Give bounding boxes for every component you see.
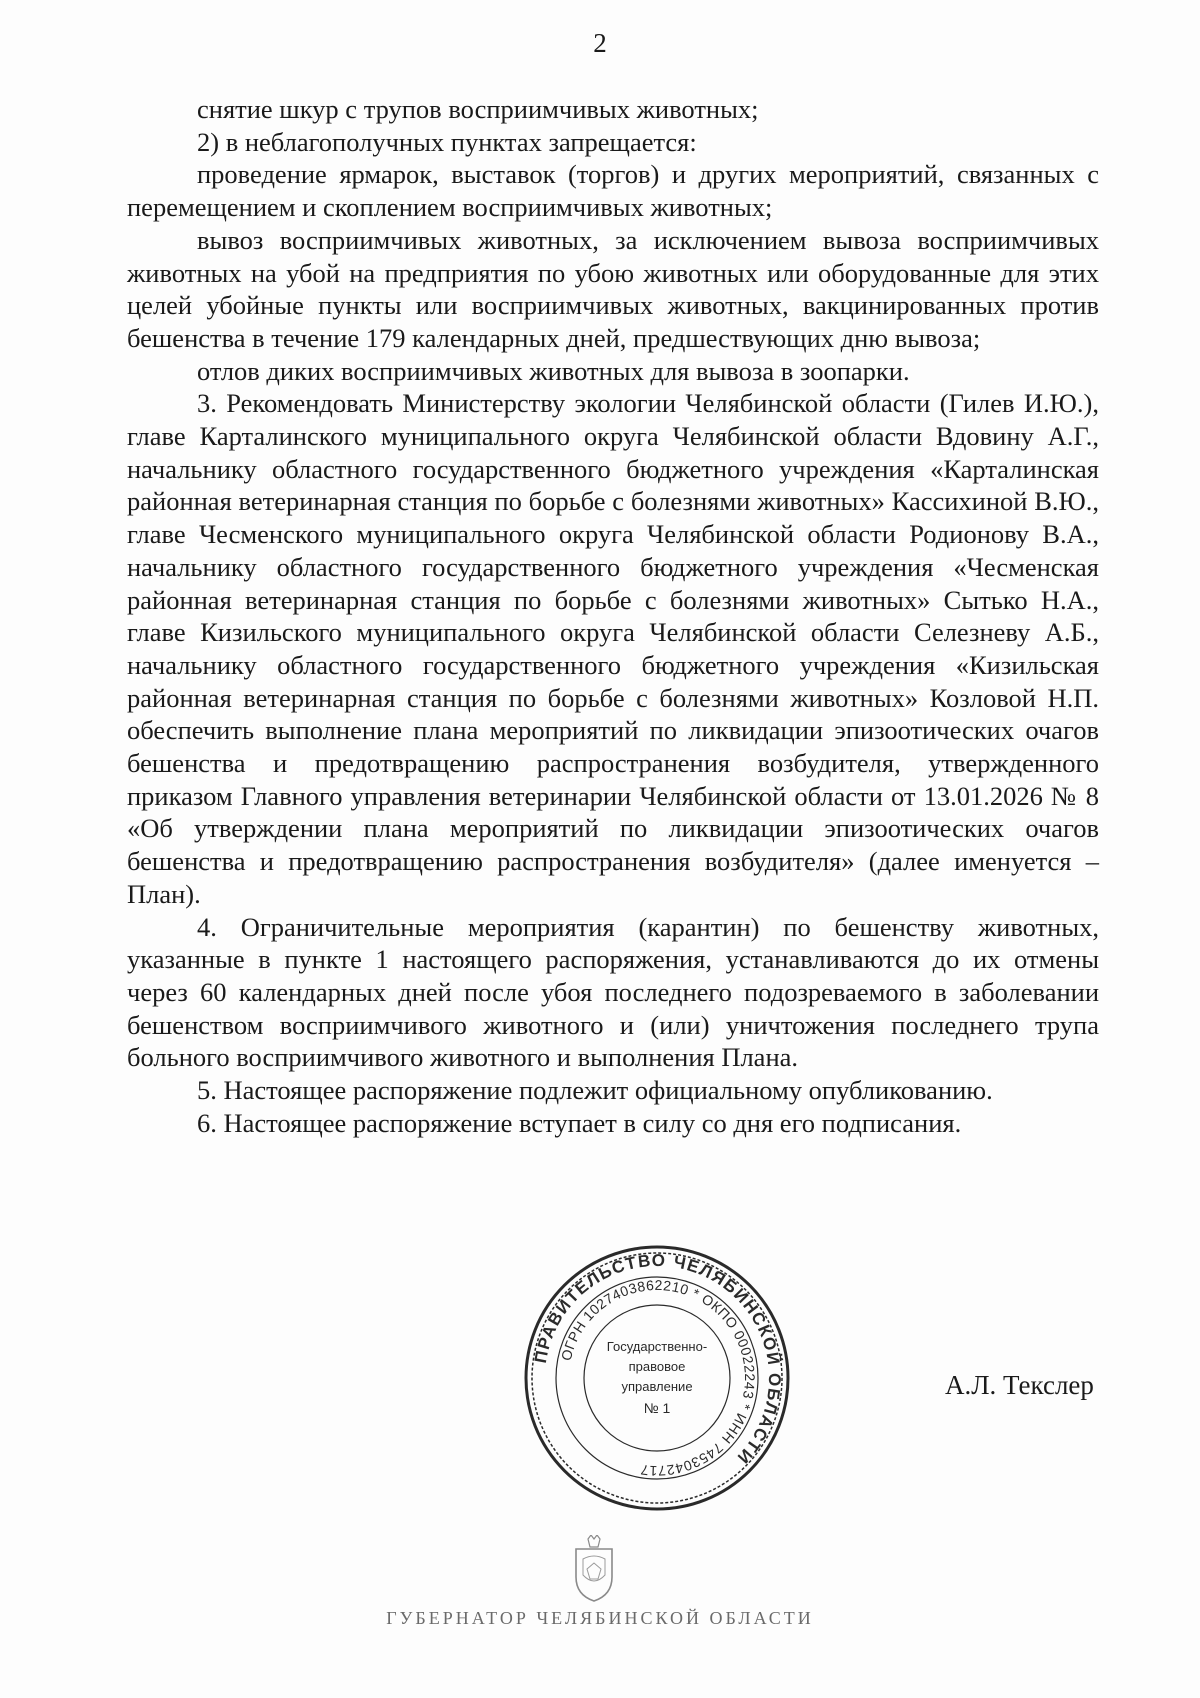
- signatory-name: А.Л. Текслер: [945, 1370, 1094, 1400]
- page-number: 2: [593, 28, 607, 58]
- paragraph-3: проведение ярмарок, выставок (торгов) и других мероприятий, связанных с перемещением и скоплением восприимчивых животных;: [127, 159, 1099, 223]
- seal-inner-ring: [584, 1305, 730, 1451]
- seal-middle-text: ОГРН 1027403862210 * ОКПО 00022243 * ИНН 7453042717: [557, 1276, 759, 1480]
- seal-inner-line-2: правовое: [628, 1359, 686, 1374]
- paragraph-8: 5. Настоящее распоряжение подлежит официальному опубликованию.: [197, 1075, 993, 1106]
- footer-title: ГУБЕРНАТОР ЧЕЛЯБИНСКОЙ ОБЛАСТИ: [386, 1608, 814, 1628]
- paragraph-1: снятие шкур с трупов восприимчивых животных;: [197, 94, 759, 124]
- paragraph-6: 3. Рекомендовать Министерству экологии Челябинской области (Гилев И.Ю.), главе Карталинского муниципального округа Челябинской области Вдовину А.Г., начальнику областного государственного бюджетного учреждения «Карталинская районная ветеринарная станция по борьбе с болезнями животных» Кассихиной В.Ю., главе Чесменского муниципального округа Челябинской области Родионову В.А., начальнику областного государственного бюджетного учреждения «Чесменская районная ветеринарная станция по борьбе с болезнями животных» Сытько Н.А., главе Кизильского муниципального округа Челябинской области Селезневу А.Б., начальнику областного государственного бюджетного учреждения «Кизильская районная ветеринарная станция по борьбе с болезнями животных» Козловой Н.П. обеспечить выполнение плана мероприятий по ликвидации эпизоотических очагов бешенства и предотвращению распространения возбудителя, утвержденного приказом Главного управления ветеринарии Челябинской области от 13.01.2026 № 8 «Об утверждении плана мероприятий по ликвидации эпизоотических очагов бешенства и предотвращению распространения возбудителя» (далее именуется – План).: [127, 388, 1099, 909]
- paragraph-7: 4. Ограничительные мероприятия (карантин) по бешенству животных, указанные в пункте 1 настоящего распоряжения, устанавливаются до их отмены через 60 календарных дней после убоя последнего подозреваемого в заболевании бешенством восприимчивого животного и (или) уничтожения последнего трупа больного восприимчивого животного и выполнения Плана.: [127, 911, 1099, 1073]
- coat-of-arms-icon: [568, 1535, 620, 1603]
- document-body: [127, 93, 1099, 1140]
- seal-inner-line-1: Государственно-: [606, 1339, 708, 1354]
- official-seal: [522, 1243, 792, 1513]
- seal-outer-text: ПРАВИТЕЛЬСТВО ЧЕЛЯБИНСКОЙ ОБЛАСТИ: [530, 1250, 785, 1468]
- paragraph-2: 2) в неблагополучных пунктах запрещается:: [197, 126, 697, 157]
- seal-inner-line-3: управление: [621, 1379, 693, 1394]
- paragraph-9: 6. Настоящее распоряжение вступает в силу со дня его подписания.: [197, 1107, 962, 1138]
- paragraph-5: отлов диких восприимчивых животных для вывоза в зоопарки.: [197, 355, 910, 386]
- seal-inner-line-4: № 1: [643, 1400, 671, 1416]
- paragraph-4: вывоз восприимчивых животных, за исключением вывоза восприимчивых животных на убой на предприятия по убою животных или оборудованные для этих целей убойные пункты или восприимчивых животных, вакцинированных против бешенства в течение 179 календарных дней, предшествующих дню вывоза;: [127, 224, 1099, 353]
